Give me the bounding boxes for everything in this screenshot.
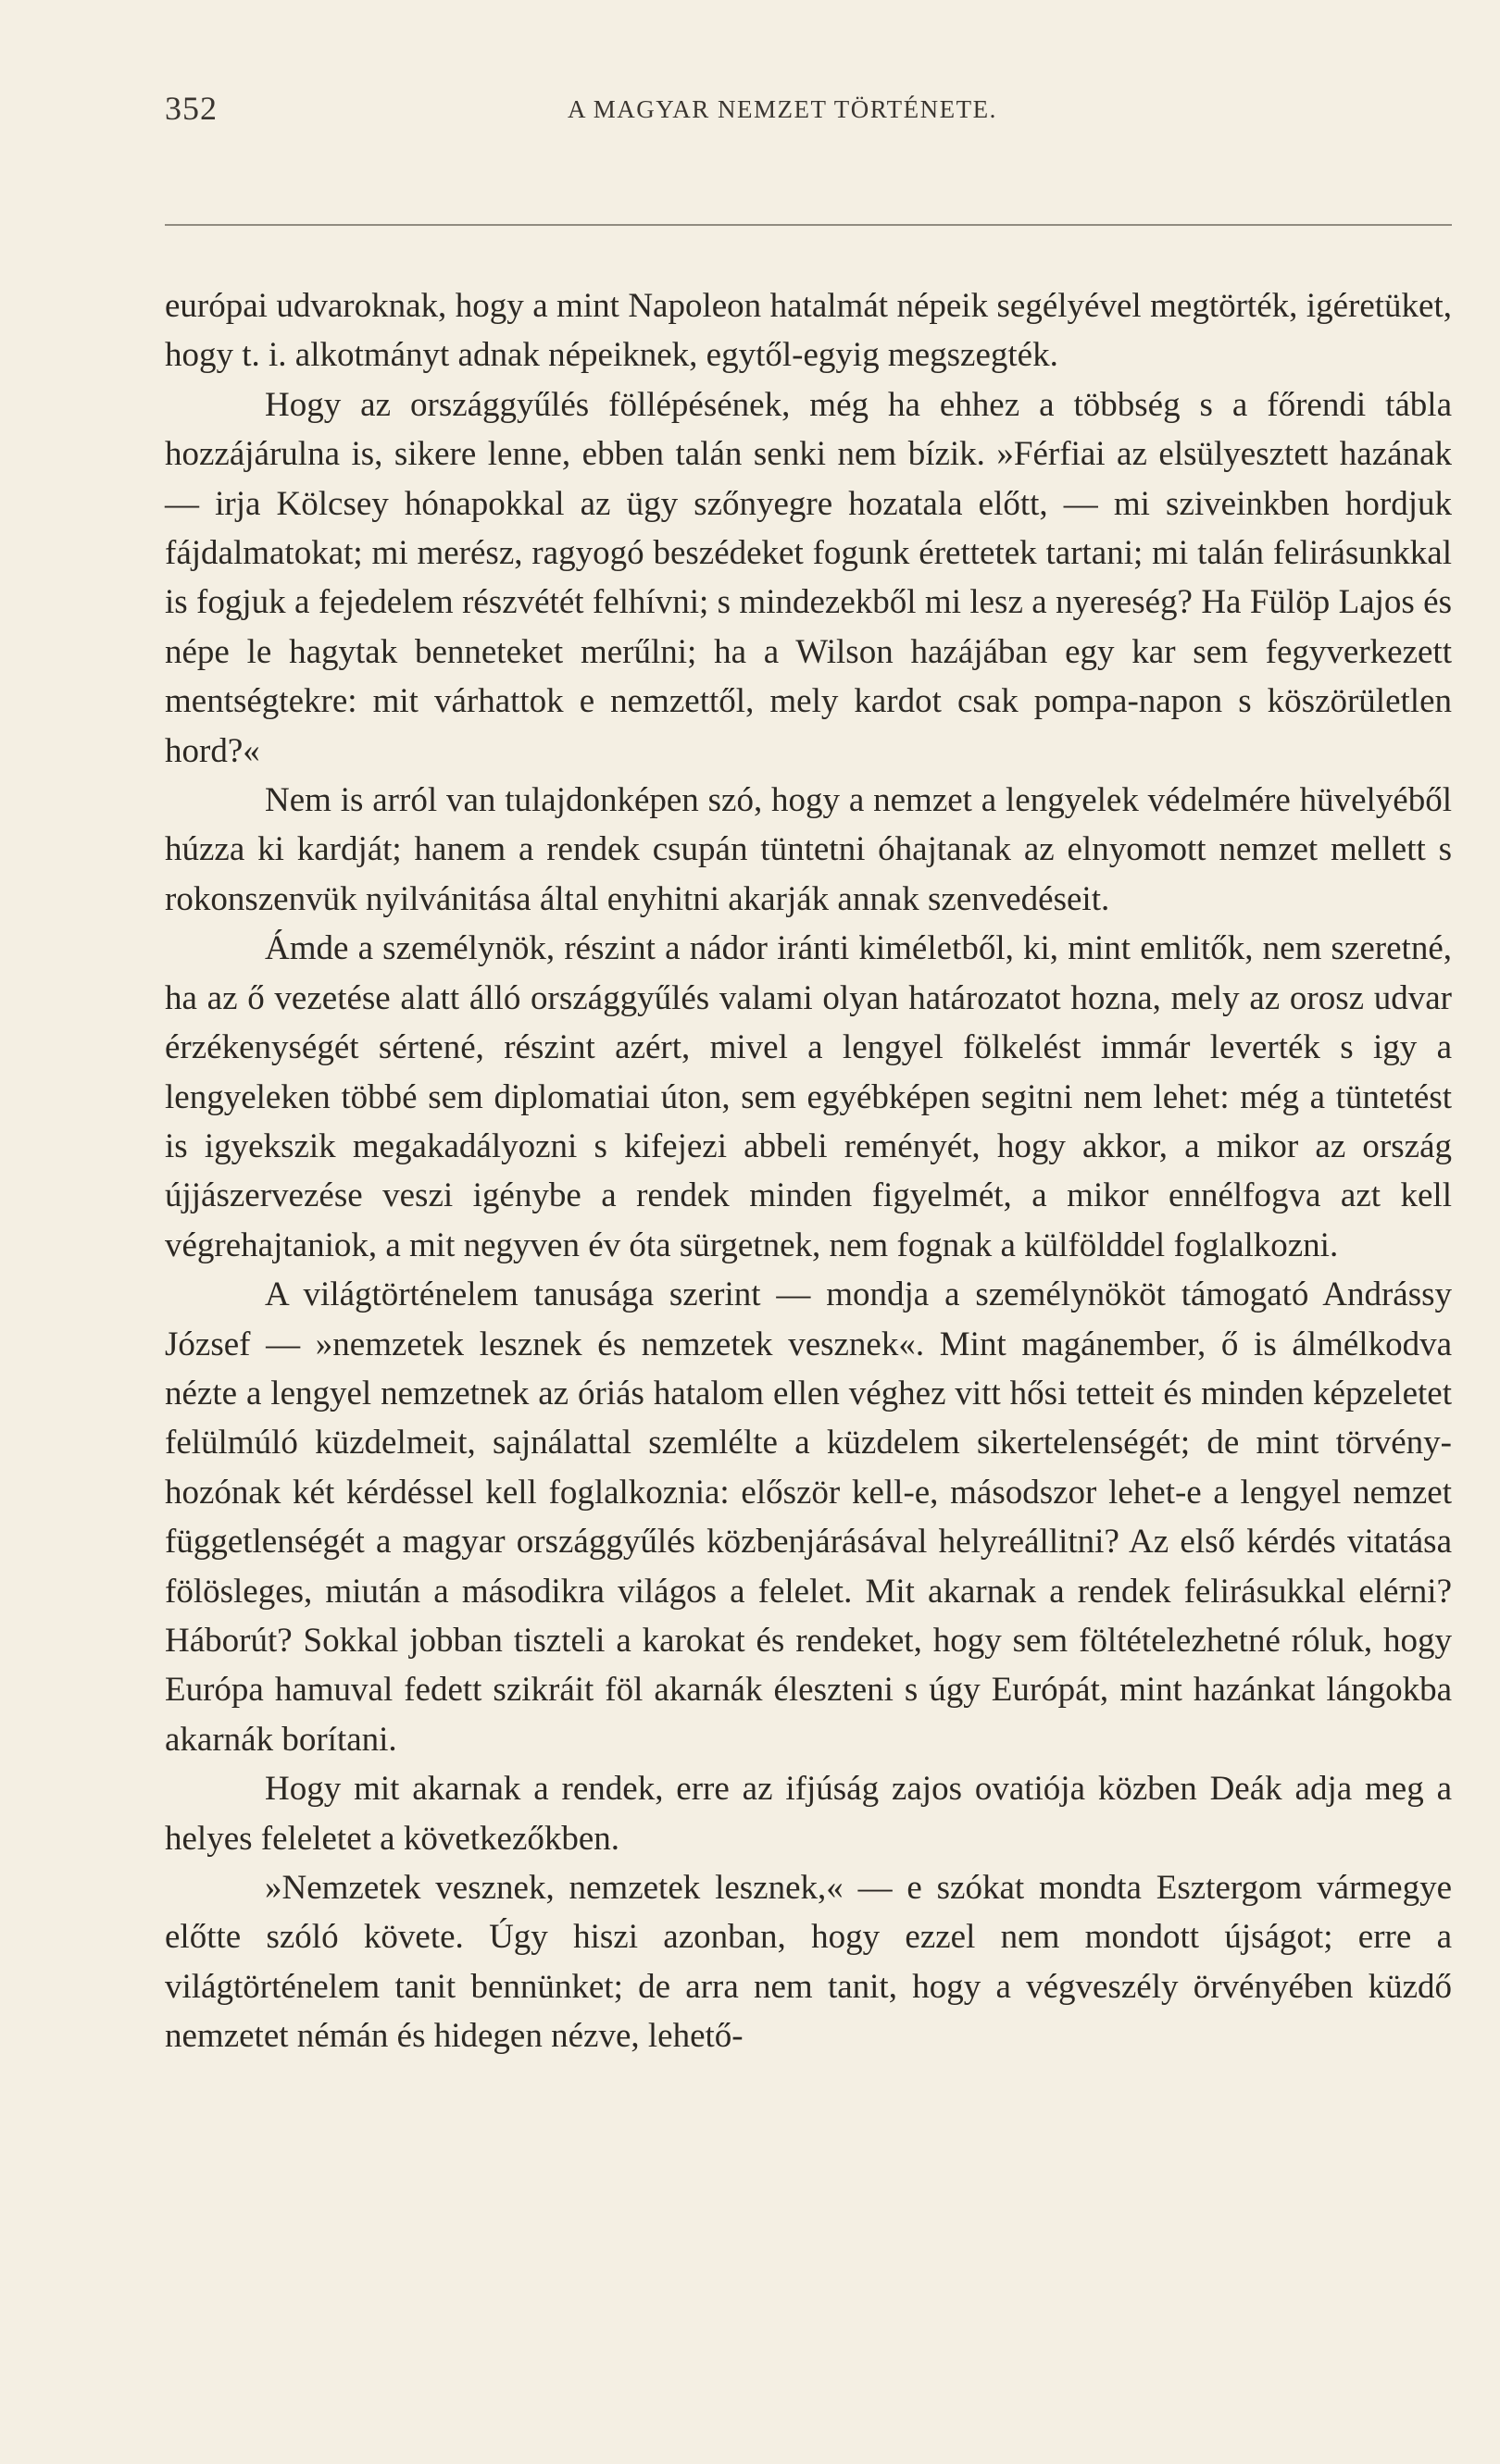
page-number: 352 (165, 90, 218, 127)
paragraph-continued: európai udvaroknak, hogy a mint Napoleon hatalmát népeik segélyével megtörték, igéretüket, hogy t. i. alkotmányt adnak népeiknek, egytől-egyig megszegték. (165, 287, 1452, 375)
paragraph: Nem is arról van tulajdonképen szó, hogy a nemzet a lengyelek védelmére hüvelyéből húzza ki kardját; hanem a rendek csupán tüntetni óhajtanak az elnyomott nemzet mellett s rokonszenvük nyilvánitása által enyhitni akarják annak szenvedéseit. (165, 781, 1452, 918)
paragraph: A világtörténelem tanusága szerint — mondja a személynököt támogató Andrássy József — »nemzetek lesznek és nemzetek vesznek«. Mint magánember, ő is álmélkodva nézte a lengyel nemzetnek az óriás hatalom ellen véghez vitt hősi tetteit és minden képzeletet felülmúló küzdelmeit, sajnálattal szemlélte a küzdelem sikertelenségét; de mint törvényhozónak két kérdéssel kell foglalkoznia: először kell-e, másodszor lehet-e a lengyel nemzet függetlenségét a magyar országgyűlés közbenjárásával helyreállitni? Az első kérdés vitatása fölösleges, miután a másodikra világos a felelet. Mit akarnak a rendek felirásukkal elérni? Háborút? Sokkal jobban tiszteli a karokat és rendeket, hogy sem föltételezhetné róluk, hogy Európa hamuval fedett szikráit föl akarnák éleszteni s úgy Európát, mint hazánkat lángokba akarnák borítani. (165, 1276, 1452, 1759)
page-header (165, 89, 1452, 135)
header-rule (165, 224, 1452, 226)
paragraph: Ámde a személynök, részint a nádor iránti kiméletből, ki, mint emlitők, nem szeretné, ha az ő vezetése alatt álló országgyűlés valami olyan határozatot hozna, mely az orosz udvar érzékenységét sértené, részint azért, mivel a lengyel fölkelést immár leverték s igy a lengyeleken többé sem diplomatiai úton, sem egyébképen segitni nem lehet: még a tüntetést is igyekszik megakadályozni s kifejezi abbeli reményét, hogy akkor, a mikor az ország újjászervezése veszi igénybe a rendek minden figyelmét, a mikor ennélfogva azt kell végrehajtaniok, a mit negyven év óta sürgetnek, nem fognak a külfölddel foglalkozni. (165, 929, 1452, 1264)
paragraph: Hogy mit akarnak a rendek, erre az ifjúság zajos ovatiója közben Deák adja meg a helyes feleletet a következőkben. (165, 1770, 1452, 1858)
running-title: A MAGYAR NEMZET TÖRTÉNETE. (568, 95, 997, 123)
body-text (165, 281, 1452, 2061)
paragraph: »Nemzetek vesznek, nemzetek lesznek,« — e szókat mondta Esztergom vármegye előtte szóló követe. Úgy hiszi azonban, hogy ezzel nem mondott újságot; erre a világtörténelem tanit bennünket; de arra nem tanit, hogy a végveszély örvényében küzdő nemzetet némán és hidegen nézve, lehető- (165, 1869, 1452, 2056)
paragraph: Hogy az országgyűlés föllépésének, még ha ehhez a többség s a főrendi tábla hozzájárulna is, sikere lenne, ebben talán senki nem bízik. »Férfiai az elsülyesztett hazának — irja Kölcsey hónapokkal az ügy szőnyegre hozatala előtt, — mi sziveinkben hordjuk fájdalmatokat; mi merész, ragyogó beszédeket fogunk érettetek tartani; mi talán felirásunkkal is fogjuk a fejedelem részvétét felhívni; s mindezekből mi lesz a nyereség? Ha Fülöp Lajos és népe le hagytak benneteket merűlni; ha a Wilson hazájában egy kar sem fegyverkezett mentségtekre: mit várhattok e nemzettől, mely kardot csak pompa-napon s köszörületlen hord?« (165, 385, 1452, 770)
document-page (165, 89, 1452, 2056)
